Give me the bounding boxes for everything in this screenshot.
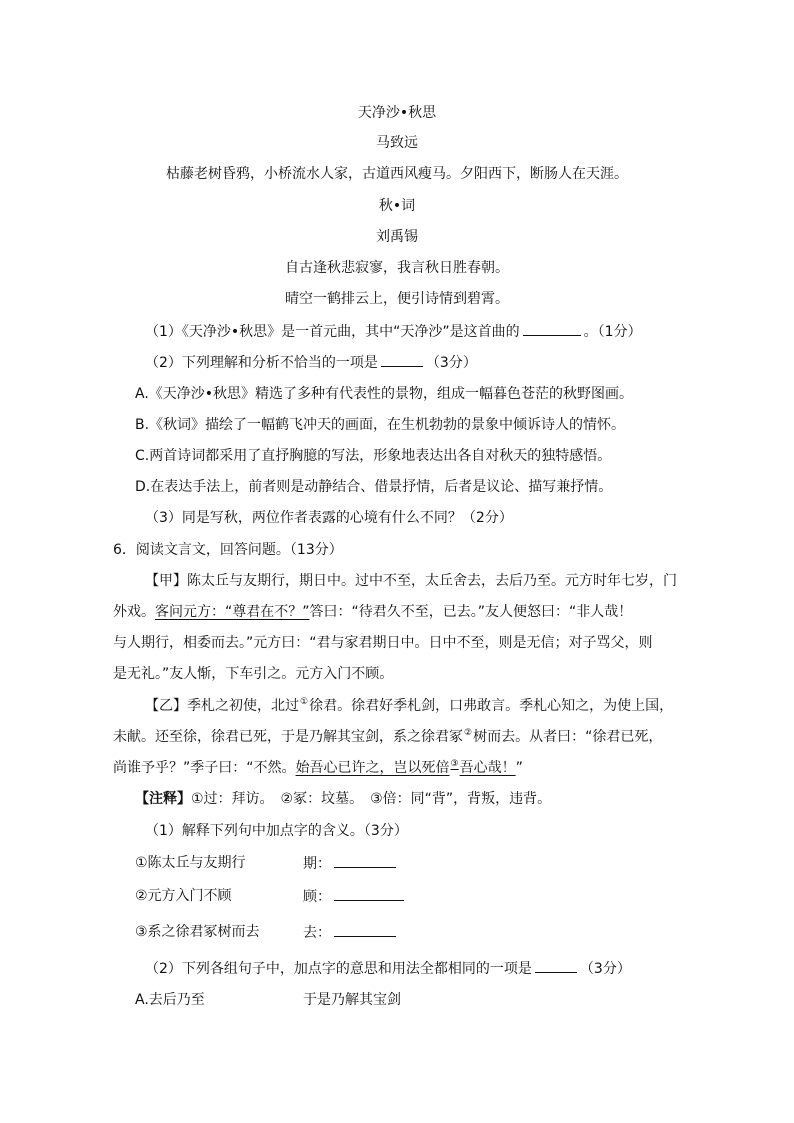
question-3: （3）同是写秋，两位作者表露的心境有什么不同？（2分）	[145, 510, 513, 526]
poem2-author: 刘禹锡	[376, 229, 418, 245]
poem1-text: 枯藤老树昏鸦，小桥流水人家，古道西风瘦马。夕阳西下，断肠人在天涯。	[166, 166, 628, 182]
passage-jia-line-3: 与人期行，相委而去。”元方曰：“君与家君期日中。日中不至，则是无信；对子骂父，则	[113, 635, 653, 651]
sub-question-1-item-1	[135, 853, 246, 873]
annotations-label: 【注释】	[135, 791, 191, 807]
passage-yi-text: 树而去。从者曰：“徐君已死，	[473, 729, 663, 745]
poem1-title: 天净沙•秋思	[357, 105, 437, 121]
passage-yi-text: 尚谁予乎？”季子曰：“不然。	[113, 760, 296, 776]
item-sentence: ①陈太丘与友期行	[135, 855, 246, 871]
sub-question-2-option-a-right: 于是乃解其宝剑	[303, 992, 401, 1008]
sub-question-1-answer-3	[303, 922, 399, 942]
annotations	[135, 789, 551, 809]
poem2-line1: 自古逢秋悲寂寥，我言秋日胜春朝。	[285, 260, 509, 276]
poem2-title: 秋•词	[378, 198, 416, 214]
sub-question-2-text: （2）下列各组句子中，加点字的意思和用法全都相同的一项是	[145, 961, 532, 977]
option-b: B.《秋词》描绘了一幅鹤飞冲天的画面，在生机勃勃的景象中倾诉诗人的情怀。	[135, 417, 626, 433]
item-word: 去：	[303, 925, 331, 941]
answer-blank-1[interactable]	[523, 321, 581, 336]
question-2-score: （3分）	[425, 355, 477, 371]
sub-question-1-item-2	[135, 886, 232, 906]
answer-blank-qu[interactable]	[334, 922, 396, 937]
item-word: 期：	[303, 856, 331, 872]
passage-yi-text: 【乙】季札之初使，北过	[145, 698, 299, 714]
passage-jia-line-4: 是无礼。”友人惭，下车引之。元方入门不顾。	[113, 666, 394, 682]
passage-yi-line-2	[113, 727, 662, 747]
passage-yi-text: 徐君。徐君好季札剑，口弗敢言。季札心知之，为使上国，	[309, 698, 674, 714]
passage-jia-line-1: 【甲】陈太丘与友期行，期日中。过中不至，太丘舍去，去后乃至。元方时年七岁，门	[145, 573, 677, 589]
passage-yi-text: 未献。还至徐，徐君已死，于是乃解其宝剑，系之徐君冢	[113, 729, 463, 745]
question-1	[145, 321, 642, 341]
passage-yi-text: ”	[515, 760, 523, 776]
sub-question-2	[145, 958, 631, 978]
section-6-heading: 6．阅读文言文，回答问题。（13分）	[113, 542, 343, 558]
sub-question-2-option-a-left: A.去后乃至	[135, 992, 205, 1008]
item-sentence: ③系之徐君冢树而去	[135, 924, 260, 940]
underlined-sentence: 客问元方：“尊君在不？”	[155, 604, 310, 620]
answer-blank-2[interactable]	[381, 352, 423, 367]
passage-yi-line-3	[113, 758, 523, 778]
poem2-line2: 晴空一鹤排云上，便引诗情到碧霄。	[285, 291, 509, 307]
passage-jia-line-2	[113, 602, 632, 622]
question-2	[145, 352, 477, 372]
passage-yi-line-1	[145, 696, 673, 716]
underlined-sentence: 吾心哉！	[459, 760, 516, 776]
item-sentence: ②元方入门不顾	[135, 888, 232, 904]
option-a: A.《天净沙•秋思》精选了多种有代表性的景物，组成一幅暮色苍茫的秋野图画。	[135, 386, 634, 402]
item-word: 顾：	[303, 889, 331, 905]
answer-blank-gu[interactable]	[334, 886, 404, 901]
answer-blank-sub2[interactable]	[535, 958, 577, 973]
sub-question-2-score: （3分）	[579, 961, 631, 977]
sub-question-1-answer-2	[303, 886, 407, 906]
question-1-text: （1）《天净沙•秋思》是一首元曲，其中“天净沙”是这首曲的	[145, 324, 520, 340]
note-marker-3: ③	[450, 759, 459, 770]
poem1-author: 马致远	[376, 135, 418, 151]
question-2-text: （2）下列理解和分析不恰当的一项是	[145, 355, 378, 371]
question-1-score: 。（1分）	[583, 324, 642, 340]
answer-blank-qi[interactable]	[334, 853, 396, 868]
sub-question-1: （1）解释下列句中加点字的含义。（3分）	[145, 823, 408, 839]
sub-question-1-answer-1	[303, 853, 399, 873]
passage-jia-text: 外戏。	[113, 604, 155, 620]
sub-question-1-item-3	[135, 922, 260, 942]
option-d: D.在表达手法上，前者则是动静结合、借景抒情，后者是议论、描写兼抒情。	[135, 479, 613, 495]
note-marker-1: ①	[300, 697, 309, 708]
note-marker-2: ②	[464, 728, 473, 739]
option-c: C.两首诗词都采用了直抒胸臆的写法，形象地表达出各自对秋天的独特感悟。	[135, 448, 612, 464]
annotations-text: ①过：拜访。 ②冢：坟墓。 ③倍：同“背”，背叛，违背。	[191, 791, 552, 807]
passage-jia-text: 答曰：“待君久不至，已去。”友人便怒曰：“非人哉！	[309, 604, 633, 620]
underlined-sentence: 始吾心已许之，岂以死倍	[295, 760, 450, 776]
